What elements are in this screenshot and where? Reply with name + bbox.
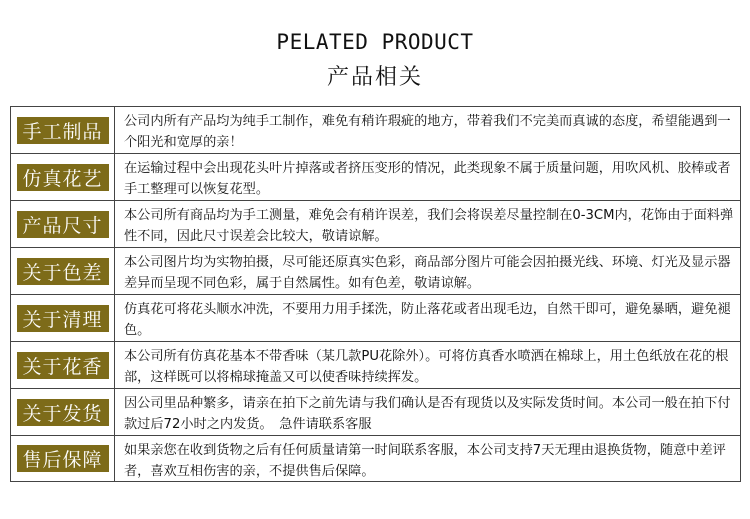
- row-label-badge: 售后保障: [17, 445, 109, 472]
- row-description: 本公司所有仿真花基本不带香味（某几款PU花除外）。可将仿真香水喷洒在棉球上，用土色纸放在花的根部，这样既可以将棉球掩盖又可以使香味持续挥发。: [124, 349, 729, 385]
- row-label-badge: 仿真花艺: [17, 164, 109, 191]
- page-title-english: PELATED PRODUCT: [276, 30, 474, 54]
- row-description: 在运输过程中会出现花头叶片掉落或者挤压变形的情况，此类现象不属于质量问题，用吹风机、胶棒或者手工整理可以恢复花型。: [124, 161, 731, 197]
- table-row: [11, 248, 740, 295]
- row-label-badge: 手工制品: [17, 117, 109, 144]
- row-label-cell: [11, 248, 115, 294]
- row-description: 如果亲您在收到货物之后有任何质量请第一时间联系客服，本公司支持7天无理由退换货物，随意中差评者，喜欢互相伤害的亲，不提供售后保障。: [124, 443, 726, 479]
- table-row: [11, 342, 740, 389]
- row-description: 本公司图片均为实物拍摄，尽可能还原真实色彩，商品部分图片可能会因拍摄光线、环境、灯光及显示器差异而呈现不同色彩，属于自然属性。如有色差，敬请谅解。: [124, 255, 731, 291]
- table-row: [11, 389, 740, 436]
- table-row: [11, 107, 740, 154]
- table-row: [11, 154, 740, 201]
- row-label-cell: [11, 295, 115, 341]
- row-label-badge: 关于清理: [17, 305, 109, 332]
- row-description: 因公司里品种繁多，请亲在拍下之前先请与我们确认是否有现货以及实际发货时间。本公司一般在拍下付款过后72小时之内发货。 急件请联系客服: [124, 396, 731, 432]
- row-label-cell: [11, 389, 115, 435]
- row-label-badge: 关于发货: [17, 399, 109, 426]
- row-description: 仿真花可将花头顺水冲洗，不要用力用手揉洗，防止落花或者出现毛边，自然干即可，避免暴晒，避免褪色。: [124, 302, 731, 338]
- table-row: [11, 201, 740, 248]
- row-label-badge: 关于色差: [17, 258, 109, 285]
- row-label-cell: [11, 107, 115, 153]
- table-row: [11, 436, 740, 482]
- row-label-badge: 关于花香: [17, 352, 109, 379]
- row-label-cell: [11, 436, 115, 481]
- table-row: [11, 295, 740, 342]
- row-label-cell: [11, 154, 115, 200]
- product-info-table: [10, 106, 741, 482]
- page-title-chinese: 产品相关: [326, 65, 423, 90]
- row-description: 本公司所有商品均为手工测量，难免会有稍许误差，我们会将误差尽量控制在0-3CM内，花饰由于面料弹性不同，因此尺寸误差会比较大，敬请谅解。: [124, 208, 734, 244]
- row-label-badge: 产品尺寸: [17, 211, 109, 238]
- row-label-cell: [11, 342, 115, 388]
- row-label-cell: [11, 201, 115, 247]
- row-description: 公司内所有产品均为纯手工制作，难免有稍许瑕疵的地方，带着我们不完美而真诚的态度，希望能遇到一个阳光和宽厚的亲！: [124, 114, 731, 150]
